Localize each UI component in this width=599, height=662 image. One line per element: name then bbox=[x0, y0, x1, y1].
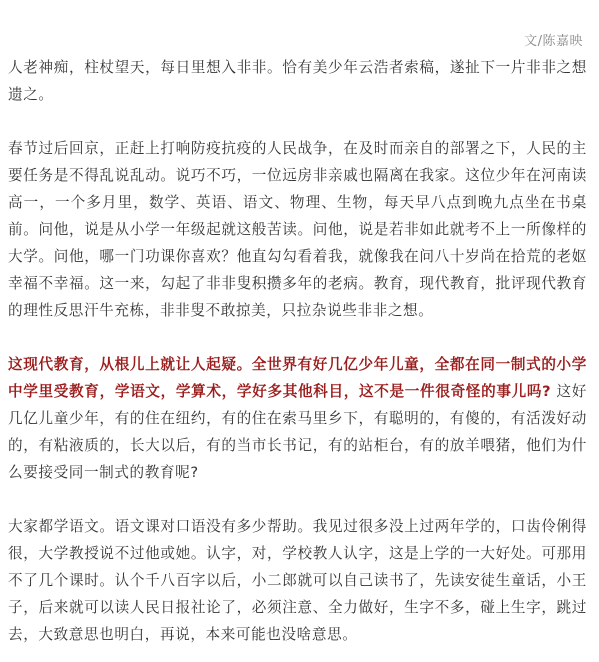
paragraph-text: 这好几亿儿童少年，有的住在纽约，有的住在索马里乡下，有聪明的，有傻的，有活泼好动的，有粘液质的，长大以后，有的当市长书记，有的站柜台，有的放羊喂猪，他们为什么要接受同一制式的教育呢? bbox=[8, 383, 587, 481]
author-byline: 文/陈嘉映 bbox=[524, 34, 583, 49]
article-body bbox=[8, 54, 587, 648]
paragraph-text: 春节过后回京，正赶上打响防疫抗疫的人民战争，在及时而亲自的部署之下，人民的主要任务是不得乱说乱动。说巧不巧，一位远房非亲戚也隔离在我家。这位少年在河南读高一，一个多月里，数学、英语、语文、物理、生物，每天早八点到晚九点坐在书桌前。问他，说是从小学一年级起就这般苦读。问他，说是若非如此就考不上一所像样的大学。问他，哪一门功课你喜欢？他直勾勾看着我，就像我在问八十岁尚在拾荒的老妪幸福不幸福。这一来，勾起了非非叟积攒多年的老病。教育，现代教育，批评现代教育的理性反思汗牛充栋，非非叟不敢掠美，只拉杂说些非非之想。 bbox=[8, 140, 587, 319]
paragraph-spring-festival bbox=[8, 135, 587, 324]
emphasized-text: 这现代教育，从根儿上就让人起疑。全世界有好几亿少年儿童，全都在同一制式的小学中学里受教育，学语文，学算术，学好多其他科目，这不是一件很奇怪的事儿吗? bbox=[8, 356, 587, 400]
paragraph-text: 人老神痴，柱杖望天，每日里想入非非。恰有美少年云浩者索稿，遂扯下一片非非之想遗之。 bbox=[8, 59, 587, 103]
paragraph-modern-education bbox=[8, 351, 587, 486]
paragraph-intro bbox=[8, 54, 587, 108]
paragraph-chinese-class bbox=[8, 513, 587, 648]
paragraph-text: 大家都学语文。语文课对口语没有多少帮助。我见过很多没上过两年学的，口齿伶俐得很，大学教授说不过他或她。认字，对，学校教人认字，这是上学的一大好处。可那用不了几个课时。认个千八百字以后，小二郎就可以自己读书了，先读安徒生童话，小王子，后来就可以读人民日报社论了，必须注意、全力做好，生字不多，碰上生字，跳过去，大致意思也明白，再说，本来可能也没啥意思。 bbox=[8, 518, 587, 643]
